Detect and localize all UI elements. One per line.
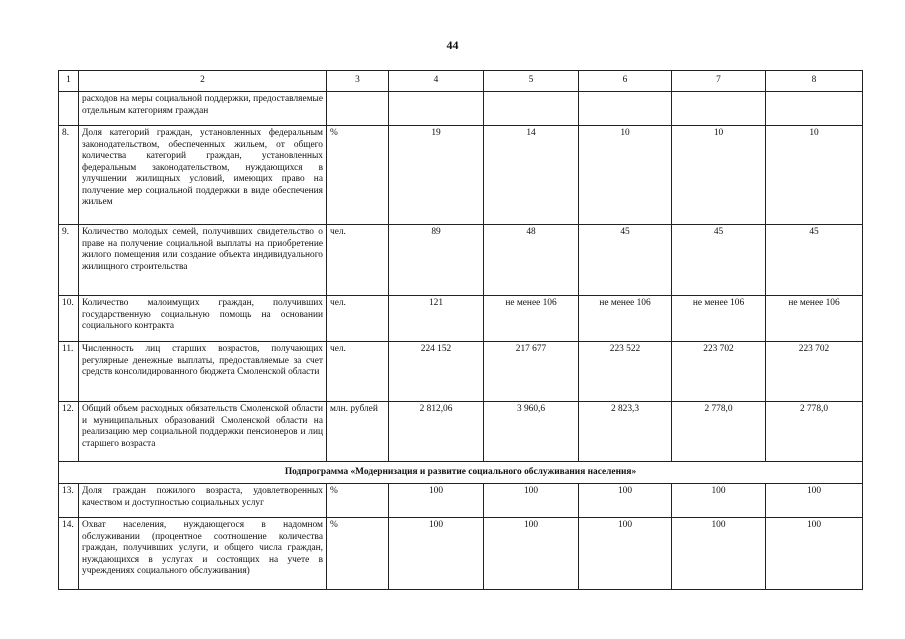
indicator-value: 10 bbox=[672, 126, 766, 225]
table-row bbox=[59, 402, 863, 462]
indicator-value: 223 702 bbox=[672, 342, 766, 402]
header-cell: 6 bbox=[579, 71, 672, 92]
row-number: 10. bbox=[59, 296, 79, 342]
header-cell: 1 bbox=[59, 71, 79, 92]
indicator-name: Общий объем расходных обязательств Смоленской области и муниципальных образований Смоленской области на реализацию мер социальной поддержки пенсионеров и лиц старшего возраста bbox=[79, 402, 327, 462]
row-number: 9. bbox=[59, 225, 79, 296]
indicator-value: 223 522 bbox=[579, 342, 672, 402]
indicators-table bbox=[58, 70, 863, 590]
table-row bbox=[59, 342, 863, 402]
indicator-value: 100 bbox=[766, 518, 863, 590]
indicator-value: 100 bbox=[389, 484, 484, 518]
table-row bbox=[59, 92, 863, 126]
indicator-value: 45 bbox=[579, 225, 672, 296]
indicator-name: Доля граждан пожилого возраста, удовлетворенных качеством и доступностью социальных услуг bbox=[79, 484, 327, 518]
indicator-value: не менее 106 bbox=[766, 296, 863, 342]
indicator-value: 2 778,0 bbox=[672, 402, 766, 462]
indicator-value bbox=[579, 92, 672, 126]
unit-of-measure: млн. рублей bbox=[327, 402, 389, 462]
table-body bbox=[59, 71, 863, 590]
header-cell: 7 bbox=[672, 71, 766, 92]
indicator-value: 217 677 bbox=[484, 342, 579, 402]
indicator-value: 45 bbox=[766, 225, 863, 296]
indicator-value: 100 bbox=[766, 484, 863, 518]
indicator-value: 100 bbox=[484, 518, 579, 590]
indicator-value bbox=[672, 92, 766, 126]
indicator-value: 223 702 bbox=[766, 342, 863, 402]
indicator-name: Численность лиц старших возрастов, получающих регулярные денежные выплаты, предоставляемые за счет средств консолидированного бюджета Смоленской области bbox=[79, 342, 327, 402]
indicator-name: расходов на меры социальной поддержки, предоставляемые отдельным категориям граждан bbox=[79, 92, 327, 126]
row-number: 11. bbox=[59, 342, 79, 402]
row-number bbox=[59, 92, 79, 126]
table-row bbox=[59, 225, 863, 296]
indicator-value: 48 bbox=[484, 225, 579, 296]
row-number: 13. bbox=[59, 484, 79, 518]
indicator-value: 3 960,6 bbox=[484, 402, 579, 462]
header-cell: 8 bbox=[766, 71, 863, 92]
indicator-name: Количество молодых семей, получивших свидетельство о праве на получение социальной выплаты на приобретение жилого помещения или создание объекта индивидуального жилищного строительства bbox=[79, 225, 327, 296]
indicator-value: 89 bbox=[389, 225, 484, 296]
indicator-value: 100 bbox=[672, 484, 766, 518]
unit-of-measure: % bbox=[327, 126, 389, 225]
header-cell: 4 bbox=[389, 71, 484, 92]
indicator-value: 100 bbox=[579, 484, 672, 518]
indicator-value: 10 bbox=[579, 126, 672, 225]
indicator-value bbox=[484, 92, 579, 126]
page-number: 44 bbox=[446, 38, 459, 52]
subprogram-row bbox=[59, 462, 863, 484]
unit-of-measure bbox=[327, 92, 389, 126]
indicator-value: 19 bbox=[389, 126, 484, 225]
indicator-value: 14 bbox=[484, 126, 579, 225]
unit-of-measure: чел. bbox=[327, 296, 389, 342]
table-row bbox=[59, 296, 863, 342]
row-number: 14. bbox=[59, 518, 79, 590]
table-row bbox=[59, 518, 863, 590]
table-row bbox=[59, 126, 863, 225]
indicator-value: 100 bbox=[672, 518, 766, 590]
unit-of-measure: чел. bbox=[327, 342, 389, 402]
indicator-value: 2 778,0 bbox=[766, 402, 863, 462]
indicator-value: не менее 106 bbox=[484, 296, 579, 342]
indicator-value: 100 bbox=[389, 518, 484, 590]
indicator-value: 100 bbox=[579, 518, 672, 590]
indicator-name: Охват населения, нуждающегося в надомном обслуживании (процентное соотношение количества граждан, получивших услуги, и общего числа граждан, нуждающихся в услугах и состоящих на учете в учреждениях социального обслуживания) bbox=[79, 518, 327, 590]
table-header-row bbox=[59, 71, 863, 92]
header-cell: 5 bbox=[484, 71, 579, 92]
indicator-value: 224 152 bbox=[389, 342, 484, 402]
unit-of-measure: % bbox=[327, 484, 389, 518]
subprogram-title: Подпрограмма «Модернизация и развитие социального обслуживания населения» bbox=[59, 462, 863, 484]
unit-of-measure: % bbox=[327, 518, 389, 590]
indicator-value: 45 bbox=[672, 225, 766, 296]
indicator-value: 100 bbox=[484, 484, 579, 518]
indicator-value: не менее 106 bbox=[579, 296, 672, 342]
table-row bbox=[59, 484, 863, 518]
indicator-value bbox=[389, 92, 484, 126]
indicator-value: не менее 106 bbox=[672, 296, 766, 342]
row-number: 8. bbox=[59, 126, 79, 225]
row-number: 12. bbox=[59, 402, 79, 462]
indicator-name: Количество малоимущих граждан, получивших государственную социальную помощь на основании социального контракта bbox=[79, 296, 327, 342]
indicator-name: Доля категорий граждан, установленных федеральным законодательством, обеспеченных жильем, от общего количества категорий граждан, установленных федеральным законодательством, нуждающихся в улучшении жилищных условий, имеющих право на получение мер социальной поддержки в виде обеспечения жильем bbox=[79, 126, 327, 225]
unit-of-measure: чел. bbox=[327, 225, 389, 296]
indicator-value: 2 812,06 bbox=[389, 402, 484, 462]
header-cell: 3 bbox=[327, 71, 389, 92]
indicator-value bbox=[766, 92, 863, 126]
indicator-value: 121 bbox=[389, 296, 484, 342]
indicator-value: 10 bbox=[766, 126, 863, 225]
header-cell: 2 bbox=[79, 71, 327, 92]
indicator-value: 2 823,3 bbox=[579, 402, 672, 462]
